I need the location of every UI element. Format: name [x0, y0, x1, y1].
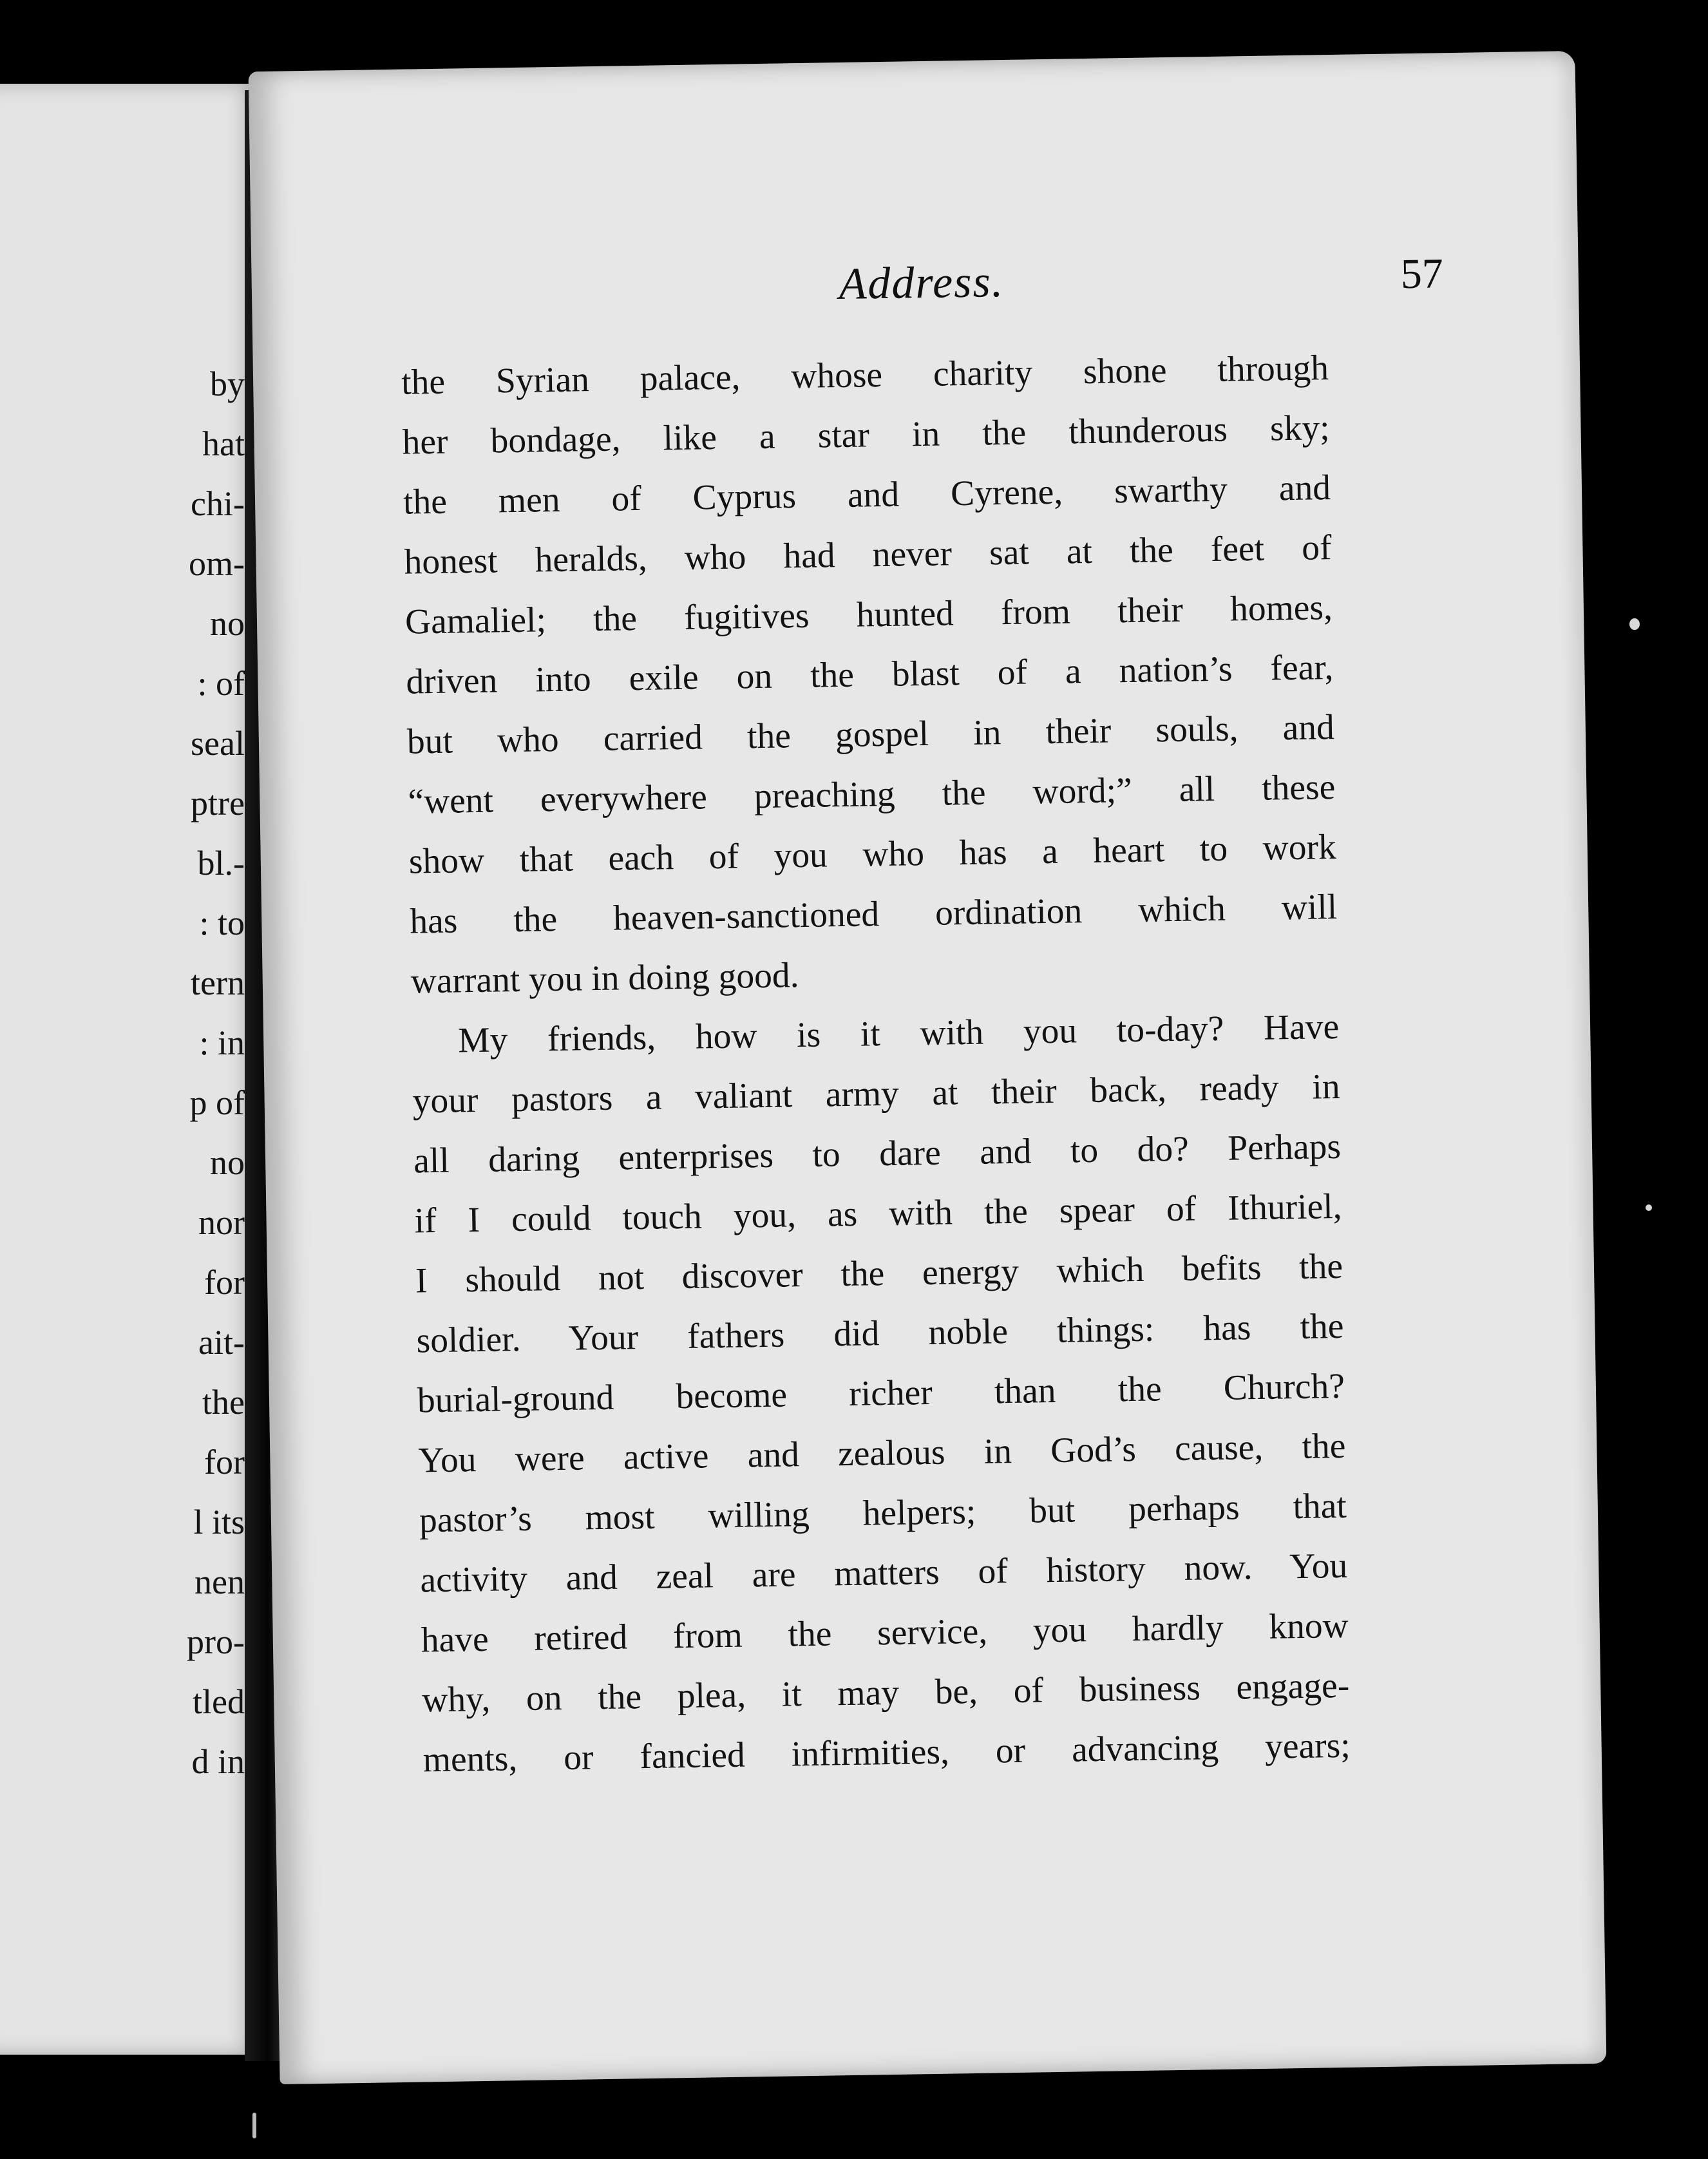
- left-fragment-line: ait-: [198, 1323, 245, 1362]
- left-fragment-line: p of: [189, 1083, 245, 1122]
- scan-speck: [1646, 1204, 1652, 1211]
- body-text: [401, 338, 1351, 1790]
- left-fragment-line: no: [210, 1143, 245, 1182]
- left-fragment-line: the: [202, 1383, 245, 1422]
- running-head: [380, 249, 1463, 324]
- left-page-text-fragments: [187, 354, 245, 1792]
- left-fragment-line: for: [204, 1443, 245, 1481]
- text-line: but who carried the gospel in their souls, and: [406, 708, 1335, 762]
- text-line: your pastors a valiant army at their back, ready in: [412, 1067, 1341, 1121]
- left-fragment-line: bl.-: [197, 844, 245, 882]
- scan-speck: [1629, 618, 1640, 630]
- left-fragment-line: seal: [191, 724, 245, 763]
- left-fragment-line: hat: [202, 424, 245, 463]
- text-line: the Syrian palace, whose charity shone through: [401, 348, 1329, 403]
- text-line: her bondage, like a star in the thunderous sky;: [402, 408, 1330, 462]
- text-line: ments, or fancied infirmities, or advancing years;: [422, 1726, 1351, 1780]
- left-fragment-line: tled: [193, 1682, 245, 1721]
- left-fragment-line: nor: [198, 1203, 245, 1242]
- left-page: [0, 84, 264, 2055]
- text-line-paragraph-end: warrant you in doing good.: [410, 956, 799, 1002]
- left-fragment-line: chi-: [191, 484, 245, 523]
- text-line: I should not discover the energy which befits the: [415, 1246, 1343, 1301]
- text-line: all daring enterprises to dare and to do? Perhaps: [413, 1127, 1342, 1181]
- left-fragment-line: : in: [199, 1023, 245, 1062]
- left-fragment-line: no: [210, 604, 245, 643]
- left-fragment-line: : to: [199, 904, 245, 942]
- left-fragment-line: nen: [195, 1563, 245, 1601]
- page-number: 57: [1400, 250, 1444, 298]
- left-fragment-line: by: [210, 365, 245, 403]
- left-fragment-line: d in: [191, 1742, 245, 1781]
- text-line: pastor’s most willing helpers; but perhaps that: [419, 1486, 1347, 1541]
- left-fragment-line: l its: [193, 1503, 245, 1541]
- scan-speck: [252, 2113, 256, 2138]
- text-line: activity and zeal are matters of history now. You: [419, 1546, 1348, 1601]
- left-fragment-line: : of: [197, 664, 245, 703]
- text-line: the men of Cyprus and Cyrene, swarthy and: [403, 468, 1331, 522]
- text-line: driven into exile on the blast of a nation’s fear,: [406, 648, 1334, 702]
- text-line: honest heralds, who had never sat at the feet of: [404, 528, 1332, 582]
- left-fragment-line: ptre: [191, 784, 245, 823]
- text-line: have retired from the service, you hardly know: [421, 1606, 1349, 1660]
- text-line: has the heaven-sanctioned ordination which will: [409, 887, 1338, 942]
- text-line: Gamaliel; the fugitives hunted from their homes,: [404, 588, 1333, 642]
- text-line: why, on the plea, it may be, of business engage-: [421, 1666, 1350, 1720]
- running-title: Address.: [839, 256, 1005, 310]
- text-line: show that each of you who has a heart to work: [408, 827, 1337, 882]
- left-fragment-line: tern: [191, 964, 245, 1002]
- text-line: soldier. Your fathers did noble things: has the: [416, 1306, 1344, 1361]
- text-line-paragraph-start: My friends, how is it with you to-day? Have: [457, 1007, 1340, 1061]
- right-page: [249, 51, 1607, 2084]
- text-line: burial-ground become richer than the Church?: [417, 1366, 1345, 1421]
- text-line: You were active and zealous in God’s cause, the: [418, 1426, 1346, 1481]
- text-line: if I could touch you, as with the spear of Ithuriel,: [414, 1186, 1342, 1241]
- left-fragment-line: om-: [189, 544, 245, 583]
- text-line: “went everywhere preaching the word;” all these: [407, 768, 1336, 822]
- left-fragment-line: for: [204, 1263, 245, 1302]
- left-fragment-line: pro-: [187, 1622, 245, 1661]
